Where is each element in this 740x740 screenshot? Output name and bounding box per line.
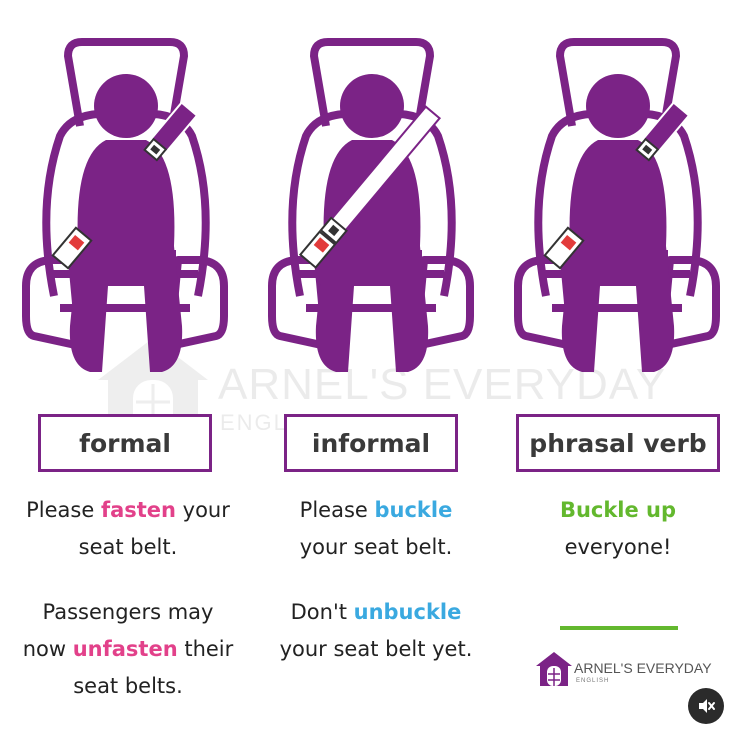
sentence-line: your seat belt yet. <box>279 637 473 661</box>
sentence-line: your seat belt. <box>299 535 453 559</box>
logo-brand-text: ARNEL'S EVERYDAY <box>574 660 712 676</box>
sentence-text: Please <box>26 498 101 522</box>
label-formal: formal <box>38 414 212 472</box>
sentence-line: seat belts. <box>73 674 183 698</box>
speaker-muted-icon <box>696 696 716 716</box>
formal-sentence-2 <box>20 594 236 705</box>
phrasal-sentence-1 <box>510 492 726 566</box>
sentence-text: Please <box>299 498 375 522</box>
label-phrasal-verb: phrasal verb <box>516 414 720 472</box>
sentence-text: now <box>22 637 73 661</box>
informal-sentence-1 <box>266 492 486 566</box>
sentence-text: Don't <box>290 600 354 624</box>
sentence-line <box>20 492 236 529</box>
sentence-line: seat belt. <box>78 535 178 559</box>
label-informal: informal <box>284 414 458 472</box>
sentence-line <box>20 631 236 668</box>
highlight-verb-fasten: fasten <box>100 498 176 522</box>
informal-sentence-2 <box>266 594 486 668</box>
car-seat-buckled-icon <box>266 36 476 386</box>
sentence-text: your <box>175 498 230 522</box>
mute-button[interactable] <box>688 688 724 724</box>
car-seat-unbuckled-icon <box>512 36 722 386</box>
car-seat-illustration-informal <box>266 36 476 386</box>
car-seat-unbuckled-icon <box>20 36 230 386</box>
logo-sub-text: ENGLISH <box>576 678 610 684</box>
sentence-line: everyone! <box>564 535 672 559</box>
highlight-verb-unbuckle: unbuckle <box>353 600 462 624</box>
car-seat-illustration-phrasal <box>512 36 722 386</box>
green-divider <box>560 626 678 630</box>
highlight-phrasal-buckle-up: Buckle up <box>559 498 677 522</box>
highlight-verb-unfasten: unfasten <box>72 637 178 661</box>
brand-logo <box>534 648 724 692</box>
car-seat-illustration-formal <box>20 36 230 386</box>
highlight-verb-buckle: buckle <box>374 498 453 522</box>
house-logo-icon <box>534 648 574 688</box>
sentence-line: Passengers may <box>42 600 214 624</box>
sentence-text: their <box>177 637 234 661</box>
sentence-line <box>266 594 486 631</box>
formal-sentence-1 <box>20 492 236 566</box>
sentence-line <box>266 492 486 529</box>
